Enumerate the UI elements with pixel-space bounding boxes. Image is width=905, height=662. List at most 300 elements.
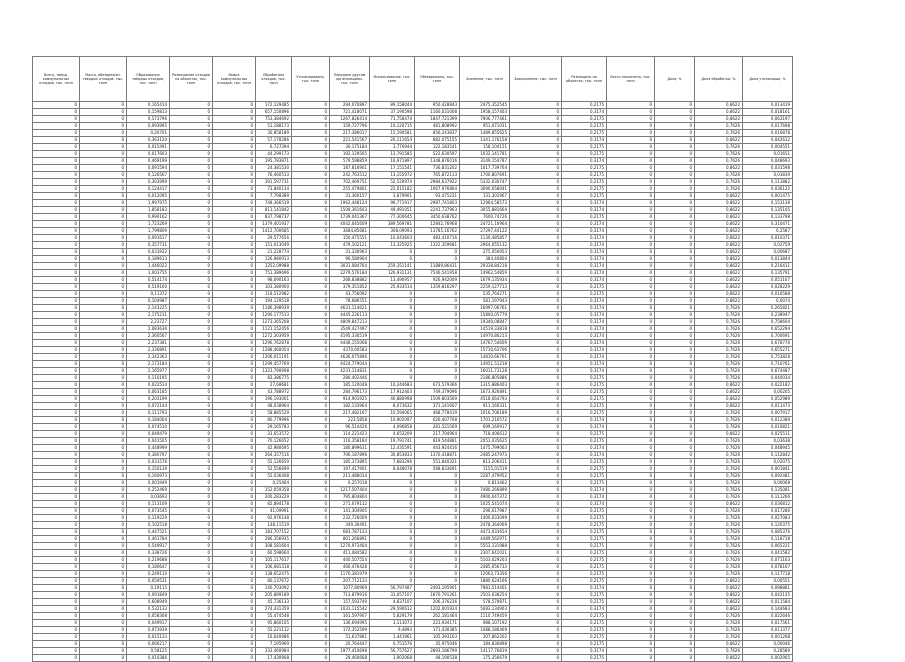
- table-row: [33, 165, 793, 172]
- table-cell: 0: [607, 326, 655, 333]
- table-cell: 0: [510, 473, 562, 480]
- table-cell: 0: [213, 522, 256, 529]
- table-cell: 0: [292, 445, 330, 452]
- table-cell: 0: [510, 599, 562, 606]
- table-cell: 0: [170, 655, 213, 662]
- table-cell: 0: [292, 382, 330, 389]
- table-cell: 0: [213, 235, 256, 242]
- table-cell: 926,942009: [415, 277, 460, 284]
- table-cell: 0: [33, 200, 80, 207]
- table-cell: 0: [655, 557, 695, 564]
- table-row: [33, 459, 793, 466]
- table-cell: 187,816901: [330, 165, 370, 172]
- table-cell: 0: [213, 424, 256, 431]
- table-cell: 0,3174: [562, 340, 607, 347]
- table-cell: 0,093995: [127, 123, 170, 130]
- table-cell: 0,8622: [695, 207, 743, 214]
- table-row: [33, 543, 793, 550]
- table-cell: 1,446022: [127, 263, 170, 270]
- table-cell: 0,7626: [695, 452, 743, 459]
- table-cell: 0: [607, 494, 655, 501]
- table-cell: 274,431359: [256, 606, 292, 613]
- table-cell: 706,187896: [330, 452, 370, 459]
- table-cell: 0: [80, 102, 127, 109]
- table-cell: 0: [33, 123, 80, 130]
- table-cell: 6,727394: [256, 144, 292, 151]
- table-cell: 0,001841: [743, 466, 793, 473]
- column-header: Передано другим организациям, тыс. тонн: [330, 57, 370, 102]
- table-cell: 0: [510, 102, 562, 109]
- table-cell: 0: [510, 431, 562, 438]
- table-cell: 207,712133: [330, 578, 370, 585]
- table-cell: 20,111654: [370, 137, 415, 144]
- table-cell: 70,126652: [256, 438, 292, 445]
- table-cell: 0: [80, 459, 127, 466]
- table-cell: 0: [33, 536, 80, 543]
- table-cell: 0: [655, 459, 695, 466]
- table-cell: 126,931131: [370, 270, 415, 277]
- table-cell: 3,879901: [370, 193, 415, 200]
- table-cell: 0,118718: [743, 536, 793, 543]
- table-cell: 0: [607, 403, 655, 410]
- table-cell: 52,556699: [256, 466, 292, 473]
- table-cell: 0,8622: [695, 578, 743, 585]
- table-cell: 0,252469: [127, 487, 170, 494]
- table-cell: 0: [607, 102, 655, 109]
- table-cell: 579,598859: [330, 158, 370, 165]
- table-row: [33, 571, 793, 578]
- table-cell: 0: [510, 179, 562, 186]
- table-cell: 5083,134903: [460, 606, 510, 613]
- table-cell: 242,763512: [330, 172, 370, 179]
- table-cell: 1160,031008: [415, 109, 460, 116]
- table-cell: 0,2175: [562, 431, 607, 438]
- table-cell: 0: [170, 634, 213, 641]
- table-cell: 0: [607, 522, 655, 529]
- table-cell: 0: [370, 522, 415, 529]
- table-cell: 0,065221: [743, 543, 793, 550]
- table-cell: 0,049917: [127, 620, 170, 627]
- table-cell: 0,2175: [562, 193, 607, 200]
- table-cell: 0: [213, 403, 256, 410]
- table-cell: 0,758604: [743, 319, 793, 326]
- table-cell: 721,418071: [330, 109, 370, 116]
- table-cell: 0,092481: [743, 473, 793, 480]
- table-cell: 0,041505: [127, 438, 170, 445]
- table-cell: 0: [370, 529, 415, 536]
- table-cell: 0: [510, 571, 562, 578]
- table-cell: 0: [33, 319, 80, 326]
- table-cell: 0: [213, 158, 256, 165]
- table-cell: 0: [655, 501, 695, 508]
- table-cell: 0: [213, 102, 256, 109]
- table-cell: 0: [292, 424, 330, 431]
- table-cell: 0: [370, 375, 415, 382]
- table-cell: 0: [510, 648, 562, 655]
- table-cell: 0: [292, 333, 330, 340]
- column-header: Всего накоплено, тыс. тонн: [607, 57, 655, 102]
- table-cell: 0: [213, 214, 256, 221]
- table-cell: 0: [655, 235, 695, 242]
- table-cell: 0,2175: [562, 641, 607, 648]
- table-cell: 0,7626: [695, 459, 743, 466]
- column-header: Образование твёрдых отходов, тыс. тонн: [127, 57, 170, 102]
- table-cell: 0,7626: [695, 347, 743, 354]
- table-cell: 0: [655, 361, 695, 368]
- column-header: Утилизировано, тыс. тонн: [292, 57, 330, 102]
- table-cell: 0: [607, 613, 655, 620]
- table-cell: 0: [80, 515, 127, 522]
- table-cell: 0,8622: [695, 655, 743, 662]
- table-cell: 0,102518: [127, 522, 170, 529]
- table-cell: 0: [510, 606, 562, 613]
- table-cell: 0: [415, 501, 460, 508]
- table-cell: 0,2175: [562, 130, 607, 137]
- table-cell: 0,8622: [695, 270, 743, 277]
- table-cell: 0: [33, 543, 80, 550]
- table-cell: 0,117718: [743, 571, 793, 578]
- table-row: [33, 123, 793, 130]
- table-cell: 0: [655, 375, 695, 382]
- table-cell: 0: [292, 508, 330, 515]
- table-cell: 141,304905: [330, 508, 370, 515]
- table-cell: 2307,641021: [460, 550, 510, 557]
- table-cell: 82,894178: [256, 501, 292, 508]
- table-cell: 0: [510, 151, 562, 158]
- table-cell: 0: [292, 151, 330, 158]
- table-cell: 0: [33, 410, 80, 417]
- table-cell: 0: [292, 291, 330, 298]
- table-cell: 0: [213, 172, 256, 179]
- table-cell: 2,330891: [127, 347, 170, 354]
- table-cell: 4,837107: [370, 599, 415, 606]
- table-cell: 0: [510, 207, 562, 214]
- table-cell: 0: [607, 431, 655, 438]
- table-cell: 0,448999: [127, 445, 170, 452]
- table-cell: 0,3174: [562, 221, 607, 228]
- table-cell: 0,710761: [743, 361, 793, 368]
- table-cell: 0,2175: [562, 634, 607, 641]
- table-cell: 4042,045609: [330, 221, 370, 228]
- table-cell: 0,7626: [695, 130, 743, 137]
- table-cell: 217,482167: [330, 410, 370, 417]
- table-cell: 0: [510, 326, 562, 333]
- table-cell: 0: [33, 599, 80, 606]
- table-row: [33, 473, 793, 480]
- table-cell: 0,063197: [743, 116, 793, 123]
- table-cell: 0: [80, 543, 127, 550]
- table-cell: 0: [510, 424, 562, 431]
- table-cell: 7,883296: [370, 459, 415, 466]
- table-row: [33, 172, 793, 179]
- table-cell: 0: [655, 396, 695, 403]
- table-cell: 0: [292, 536, 330, 543]
- table-cell: 0: [213, 648, 256, 655]
- table-cell: 0: [80, 529, 127, 536]
- table-cell: 0: [213, 151, 256, 158]
- table-cell: 0: [170, 599, 213, 606]
- table-cell: 0: [655, 256, 695, 263]
- table-cell: 0,7626: [695, 417, 743, 424]
- table-cell: 0: [213, 221, 256, 228]
- table-cell: 284,796173: [330, 389, 370, 396]
- table-cell: 0,8622: [695, 200, 743, 207]
- table-cell: 0: [655, 431, 695, 438]
- table-cell: 0: [170, 333, 213, 340]
- table-cell: 0: [415, 571, 460, 578]
- table-cell: 0: [213, 508, 256, 515]
- table-cell: 0,19115: [127, 585, 170, 592]
- table-cell: 813,206411: [460, 459, 510, 466]
- table-cell: 0: [33, 172, 80, 179]
- table-cell: 0,2175: [562, 655, 607, 662]
- table-cell: 0,678776: [743, 340, 793, 347]
- table-cell: 0: [607, 424, 655, 431]
- table-cell: 15800,05779: [460, 312, 510, 319]
- table-cell: 0: [213, 144, 256, 151]
- table-cell: 0: [370, 312, 415, 319]
- table-cell: 0: [80, 326, 127, 333]
- table-cell: 0: [292, 116, 330, 123]
- table-cell: 0: [655, 543, 695, 550]
- table-cell: 3,113073: [370, 620, 415, 627]
- table-cell: 0: [370, 550, 415, 557]
- table-cell: 1509,361603: [330, 207, 370, 214]
- table-cell: 0,7626: [695, 158, 743, 165]
- table-cell: 0: [655, 599, 695, 606]
- table-cell: 0: [415, 249, 460, 256]
- table-cell: 0,2175: [562, 172, 607, 179]
- table-cell: 0,3174: [562, 277, 607, 284]
- table-cell: 0: [33, 130, 80, 137]
- table-cell: 0: [33, 655, 80, 662]
- table-cell: 0: [292, 613, 330, 620]
- table-cell: 73,840134: [256, 186, 292, 193]
- table-cell: 0: [292, 487, 330, 494]
- table-cell: 14117,76819: [460, 648, 510, 655]
- table-cell: 0: [213, 634, 256, 641]
- table-cell: 0: [370, 361, 415, 368]
- table-cell: 2241,737963: [415, 207, 460, 214]
- table-cell: 0: [33, 347, 80, 354]
- table-row: [33, 263, 793, 270]
- table-cell: 1348,876016: [415, 158, 460, 165]
- table-cell: 1,858183: [127, 207, 170, 214]
- table-cell: 0,7626: [695, 319, 743, 326]
- table-cell: 0: [213, 417, 256, 424]
- table-cell: 0: [213, 480, 256, 487]
- table-cell: 0: [80, 172, 127, 179]
- table-cell: 0,012389: [743, 417, 793, 424]
- table-cell: 0: [33, 466, 80, 473]
- table-cell: 0: [655, 634, 695, 641]
- table-cell: 0,310471: [743, 221, 793, 228]
- table-cell: 0,3174: [562, 242, 607, 249]
- table-cell: 0: [80, 340, 127, 347]
- table-cell: 14970,86213: [460, 333, 510, 340]
- table-cell: 0: [33, 522, 80, 529]
- table-cell: 0: [213, 452, 256, 459]
- table-cell: 0: [655, 284, 695, 291]
- table-cell: 2279,576184: [330, 270, 370, 277]
- table-cell: 0: [80, 368, 127, 375]
- table-cell: 185,120048: [330, 382, 370, 389]
- table-cell: 0,071163: [743, 557, 793, 564]
- table-cell: 0,3174: [562, 109, 607, 116]
- table-cell: 25,933514: [370, 284, 415, 291]
- table-cell: 0,085376: [743, 529, 793, 536]
- table-cell: 0: [80, 361, 127, 368]
- table-cell: 0: [213, 312, 256, 319]
- table-cell: 0: [655, 487, 695, 494]
- table-cell: 0,11372: [127, 291, 170, 298]
- table-cell: 0: [607, 228, 655, 235]
- table-cell: 0: [170, 326, 213, 333]
- table-cell: 0: [510, 235, 562, 242]
- table-cell: 0: [292, 256, 330, 263]
- table-cell: 0: [415, 326, 460, 333]
- table-cell: 0: [170, 228, 213, 235]
- table-cell: 0: [213, 655, 256, 662]
- table-cell: 0: [80, 305, 127, 312]
- table-cell: 0: [33, 480, 80, 487]
- table-cell: 371,141607: [415, 403, 460, 410]
- table-cell: 0: [170, 396, 213, 403]
- table-cell: 45,736133: [256, 599, 292, 606]
- table-cell: 0: [213, 123, 256, 130]
- table-cell: 0: [213, 207, 256, 214]
- table-cell: 158,104151: [460, 144, 510, 151]
- table-cell: 58,885529: [256, 410, 292, 417]
- table-row: [33, 354, 793, 361]
- table-cell: 0,133798: [743, 214, 793, 221]
- table-cell: 89,158044: [370, 102, 415, 109]
- table-cell: 0: [510, 312, 562, 319]
- table-cell: 0: [170, 445, 213, 452]
- table-cell: 10,043603: [370, 235, 415, 242]
- table-cell: 1016,706189: [460, 410, 510, 417]
- table-cell: 0: [33, 382, 80, 389]
- table-cell: 116,358184: [330, 438, 370, 445]
- table-cell: 0: [292, 466, 330, 473]
- table-cell: 0: [370, 487, 415, 494]
- table-cell: 0: [607, 361, 655, 368]
- table-cell: 0,8622: [695, 298, 743, 305]
- table-cell: 43,756092: [330, 291, 370, 298]
- table-cell: 17,151541: [370, 165, 415, 172]
- table-cell: 0: [33, 298, 80, 305]
- table-cell: 180,899631: [330, 445, 370, 452]
- table-cell: 0,017603: [127, 151, 170, 158]
- table-cell: 1017,739764: [460, 165, 510, 172]
- table-cell: 11889,86431: [415, 263, 460, 270]
- table-cell: 0,3174: [562, 263, 607, 270]
- table-cell: 0: [607, 298, 655, 305]
- table-cell: 0: [607, 396, 655, 403]
- table-cell: 0: [33, 207, 80, 214]
- table-cell: 0: [80, 158, 127, 165]
- table-cell: 0: [370, 480, 415, 487]
- table-cell: 0: [80, 389, 127, 396]
- table-cell: 0,3174: [562, 249, 607, 256]
- table-cell: 0: [213, 249, 256, 256]
- table-cell: 0: [510, 550, 562, 557]
- table-cell: 1273,365208: [256, 319, 292, 326]
- table-cell: 0,113109: [127, 501, 170, 508]
- table-cell: 0: [415, 543, 460, 550]
- table-cell: 0: [655, 417, 695, 424]
- table-cell: 0: [213, 256, 256, 263]
- table-cell: 200,283229: [256, 494, 292, 501]
- table-cell: 0: [607, 214, 655, 221]
- column-header: Доля обработки, %: [695, 57, 743, 102]
- table-cell: 157,593749: [330, 599, 370, 606]
- table-cell: 349,30491: [330, 522, 370, 529]
- table-cell: 0: [80, 130, 127, 137]
- table-cell: 56,757627: [370, 648, 415, 655]
- table-cell: 3031,084764: [330, 263, 370, 270]
- table-cell: 0: [655, 438, 695, 445]
- table-cell: 0,303999: [127, 179, 170, 186]
- table-cell: 0: [607, 277, 655, 284]
- table-cell: 0: [655, 564, 695, 571]
- table-cell: 2,165977: [127, 368, 170, 375]
- table-cell: 0: [415, 368, 460, 375]
- table-cell: 0,363120: [127, 137, 170, 144]
- table-cell: 0,519100: [127, 284, 170, 291]
- table-body: [33, 102, 793, 662]
- table-row: [33, 102, 793, 109]
- table-cell: 0: [80, 319, 127, 326]
- table-cell: 159,727796: [330, 123, 370, 130]
- table-cell: 0: [415, 515, 460, 522]
- table-cell: 0: [33, 368, 80, 375]
- table-cell: 0: [510, 228, 562, 235]
- table-cell: 0,2175: [562, 536, 607, 543]
- table-cell: 0,119229: [127, 515, 170, 522]
- table-cell: 0,00687: [743, 249, 793, 256]
- table-cell: 0,144683: [743, 606, 793, 613]
- table-cell: 0: [170, 403, 213, 410]
- table-cell: 0: [213, 396, 256, 403]
- table-cell: 0: [80, 403, 127, 410]
- table-cell: 0: [607, 529, 655, 536]
- table-cell: 10,120715: [370, 123, 415, 130]
- table-cell: 0,7626: [695, 333, 743, 340]
- table-cell: 0,203199: [127, 396, 170, 403]
- table-cell: 0,265821: [743, 305, 793, 312]
- table-cell: 0: [415, 361, 460, 368]
- table-cell: 51,188173: [256, 123, 292, 130]
- table-cell: 0: [292, 137, 330, 144]
- table-cell: 0: [213, 620, 256, 627]
- table-cell: 2,083636: [127, 326, 170, 333]
- table-cell: 0: [370, 494, 415, 501]
- table-cell: 0,3174: [562, 585, 607, 592]
- table-cell: 194,129518: [256, 298, 292, 305]
- table-cell: 0: [607, 620, 655, 627]
- table-row: [33, 466, 793, 473]
- table-cell: 0: [415, 508, 460, 515]
- table-cell: 3090,658041: [460, 186, 510, 193]
- table-cell: 0: [510, 291, 562, 298]
- table-cell: 0: [370, 564, 415, 571]
- table-cell: 2,342363: [127, 354, 170, 361]
- table-cell: 0,066217: [127, 641, 170, 648]
- table-cell: 0: [655, 627, 695, 634]
- table-cell: 0: [33, 417, 80, 424]
- table-cell: 0,7626: [695, 487, 743, 494]
